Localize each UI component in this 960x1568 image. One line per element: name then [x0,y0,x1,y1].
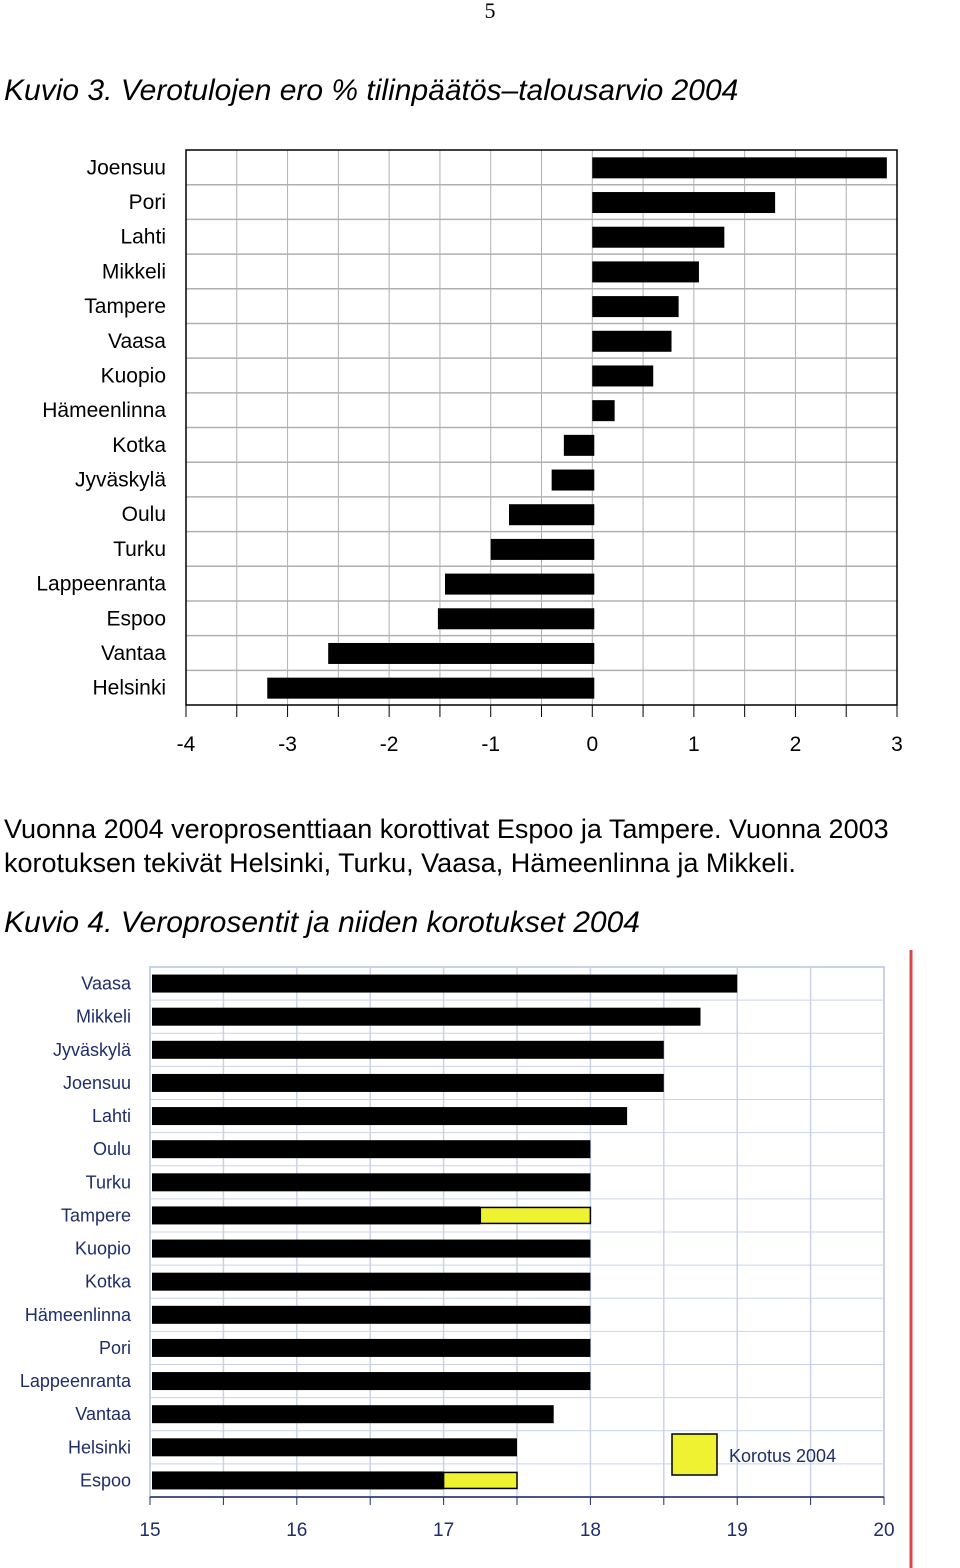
category-label: Turku [85,1172,131,1193]
x-tick-label: -1 [481,733,501,756]
x-tick-label: 16 [286,1520,308,1541]
bar-joensuu [592,157,887,178]
category-label: Jyväskylä [52,1039,131,1060]
category-label: Vaasa [108,329,166,353]
x-tick-label: 2 [789,733,802,756]
category-label: Lahti [120,225,166,249]
legend-swatch [672,1434,717,1475]
category-label: Mikkeli [75,1006,131,1027]
x-tick-label: 20 [873,1520,895,1541]
bar-mikkeli [152,1008,701,1026]
category-label: Joensuu [62,1072,131,1093]
category-label: Turku [113,537,166,561]
x-tick-label: -4 [176,733,196,756]
bar-hämeenlinna [592,400,614,421]
category-label: Lappeenranta [19,1371,131,1392]
bar-vantaa [152,1405,554,1423]
chart-veroprosentit [0,945,960,1568]
category-label: Kuopio [74,1238,131,1259]
category-label: Lahti [91,1106,131,1127]
category-label: Pori [98,1337,131,1358]
bar-kotka [564,435,594,456]
x-tick-label: 15 [139,1520,161,1541]
bar-turku [491,539,595,560]
x-tick-label: 1 [688,733,700,756]
category-label: Helsinki [67,1437,131,1458]
bar-kuopio [592,365,653,386]
bar-jyväskylä [552,470,595,491]
category-label: Espoo [106,607,166,631]
bar-oulu [152,1140,590,1158]
bar-helsinki [267,678,594,699]
bar-helsinki [152,1438,517,1456]
category-label: Tampere [60,1205,131,1226]
category-label: Kotka [112,433,166,457]
x-tick-label: -3 [278,733,297,756]
paragraph-line-2: korotuksen tekivät Helsinki, Turku, Vaasa, Hämeenlinna ja Mikkeli. [4,848,796,878]
category-label: Oulu [92,1139,131,1160]
category-label: Kotka [84,1271,131,1292]
bar-increase-tampere [480,1207,590,1223]
bar-tampere [592,296,678,317]
bar-vaasa [152,975,737,993]
category-label: Espoo [79,1470,131,1491]
category-label: Oulu [121,503,166,527]
category-label: Joensuu [86,156,166,180]
category-label: Mikkeli [101,260,166,284]
bar-jyväskylä [152,1041,664,1059]
x-tick-label: 3 [891,733,903,756]
bar-increase-espoo [444,1472,517,1488]
bar-turku [152,1173,590,1191]
bar-lahti [592,227,724,248]
bar-kotka [152,1273,590,1291]
chart-verotulojen-ero [0,140,960,780]
bar-espoo [152,1471,444,1489]
category-label: Vantaa [101,641,166,665]
category-label: Vaasa [81,973,131,994]
category-label: Kuopio [100,364,166,388]
x-tick-label: 17 [433,1520,455,1541]
figure-3-title: Kuvio 3. Verotulojen ero % tilinpäätös–talousarvio 2004 [4,74,739,107]
body-paragraph [4,812,960,880]
category-label: Hämeenlinna [24,1304,131,1325]
legend-label: Korotus 2004 [729,1446,837,1466]
x-tick-label: 19 [726,1520,748,1541]
category-label: Vantaa [75,1404,131,1425]
bar-lahti [152,1107,627,1125]
category-label: Jyväskylä [74,468,166,492]
bar-mikkeli [592,261,699,282]
category-label: Tampere [84,295,166,319]
x-tick-label: 18 [579,1520,601,1541]
bar-tampere [152,1206,480,1224]
paragraph-line-1: Vuonna 2004 veroprosenttiaan korottivat Espoo ja Tampere. Vuonna 2003 [4,814,889,844]
page-number: 5 [484,0,496,23]
bar-espoo [438,608,594,629]
bar-pori [152,1339,590,1357]
bar-pori [592,192,775,213]
bar-vaasa [592,331,671,352]
bar-kuopio [152,1240,590,1258]
bar-vantaa [328,643,594,664]
x-tick-label: -2 [379,733,399,756]
bar-lappeenranta [445,574,594,595]
category-label: Helsinki [92,676,166,700]
bar-oulu [509,504,594,525]
bar-hämeenlinna [152,1306,590,1324]
category-label: Hämeenlinna [42,399,166,423]
category-label: Pori [128,191,166,215]
category-label: Lappeenranta [36,572,166,596]
figure-4-title: Kuvio 4. Veroprosentit ja niiden korotukset 2004 [4,906,640,939]
bar-lappeenranta [152,1372,590,1390]
x-tick-label: 0 [586,733,599,756]
bar-joensuu [152,1074,664,1092]
